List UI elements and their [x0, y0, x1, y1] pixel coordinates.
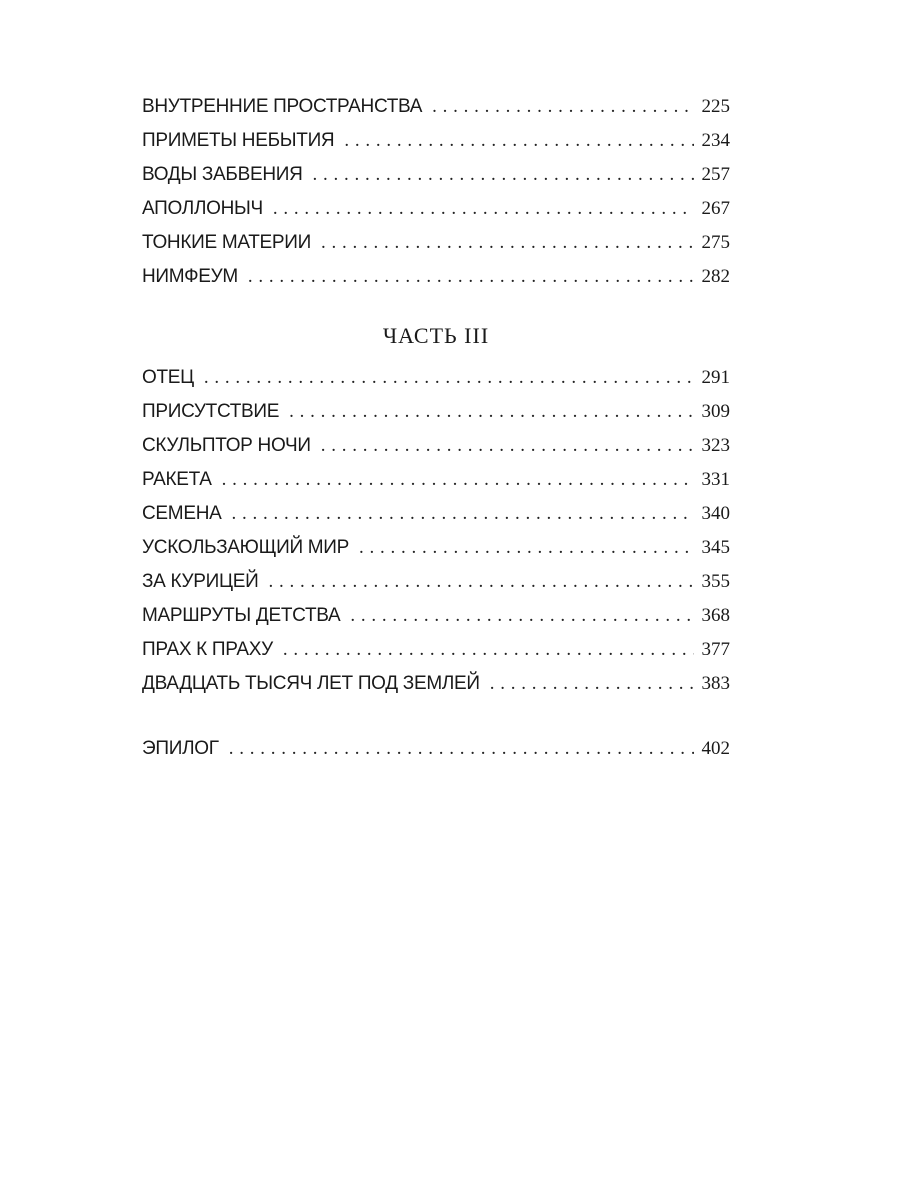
toc-entry-title: ПРИМЕТЫ НЕБЫТИЯ	[142, 130, 335, 151]
toc-entry-page: 275	[701, 232, 730, 253]
toc-entry	[142, 429, 730, 463]
toc-entry	[142, 260, 730, 294]
toc-entry-page: 323	[701, 435, 730, 456]
dot-leader	[490, 667, 694, 701]
dot-leader	[321, 226, 693, 260]
toc-entry-title: ОТЕЦ	[142, 367, 194, 388]
toc-entry-title: ЗА КУРИЦЕЙ	[142, 571, 259, 592]
toc-entry	[142, 497, 730, 531]
toc-entry-page: 331	[701, 469, 730, 490]
toc-entry-page: 267	[701, 198, 730, 219]
part-heading: ЧАСТЬ III	[382, 323, 490, 348]
dot-leader	[204, 361, 694, 395]
toc-entry	[142, 667, 730, 701]
toc-entry	[142, 565, 730, 599]
toc-entry-title: ТОНКИЕ МАТЕРИИ	[142, 232, 312, 253]
dot-leader	[321, 429, 694, 463]
toc-entry-title: РАКЕТА	[142, 469, 212, 490]
toc-entry	[142, 226, 730, 260]
toc-entry-page: 257	[701, 164, 730, 185]
dot-leader	[359, 531, 693, 565]
toc-entry-title: ЭПИЛОГ	[142, 738, 219, 759]
toc-entry	[142, 633, 730, 667]
dot-leader	[289, 395, 693, 429]
toc-entry-page: 402	[701, 738, 730, 759]
toc-entry-page: 345	[701, 537, 730, 558]
toc-entry-page: 377	[701, 639, 730, 660]
toc-entry-page: 355	[701, 571, 730, 592]
toc-entry-page: 282	[701, 266, 730, 287]
dot-leader	[269, 565, 694, 599]
toc-entry-title: ВОДЫ ЗАБВЕНИЯ	[142, 164, 303, 185]
toc-entry-title: УСКОЛЬЗАЮЩИЙ МИР	[142, 537, 350, 558]
dot-leader	[432, 90, 693, 124]
dot-leader	[313, 158, 694, 192]
toc-entry-page: 383	[701, 673, 730, 694]
toc-entry-title: МАРШРУТЫ ДЕТСТВА	[142, 605, 341, 626]
toc-entry	[142, 463, 730, 497]
toc-entry-title: НИМФЕУМ	[142, 266, 238, 287]
toc-entry-title: ПРИСУТСТВИЕ	[142, 401, 280, 422]
toc-entry-title: СЕМЕНА	[142, 503, 222, 524]
toc-list-part3	[142, 361, 730, 701]
toc-entry-title: ДВАДЦАТЬ ТЫСЯЧ ЛЕТ ПОД ЗЕМЛЕЙ	[142, 673, 480, 694]
toc-entry-title: АПОЛЛОНЫЧ	[142, 198, 263, 219]
toc-entry-title: ПРАХ К ПРАХУ	[142, 639, 273, 660]
toc-entry-page: 340	[701, 503, 730, 524]
toc-entry	[142, 361, 730, 395]
toc-entry	[142, 158, 730, 192]
toc-entry-page: 291	[701, 367, 730, 388]
dot-leader	[248, 260, 694, 294]
toc-entry	[142, 124, 730, 158]
dot-leader	[273, 192, 694, 226]
toc-entry	[142, 599, 730, 633]
toc-entry-page: 368	[701, 605, 730, 626]
dot-leader	[283, 633, 694, 667]
toc-list-part2-tail	[142, 90, 730, 294]
toc-entry-page: 309	[701, 401, 730, 422]
toc-entry-title: ВНУТРЕННИЕ ПРОСТРАНСТВА	[142, 96, 423, 117]
toc-entry-page: 234	[701, 130, 730, 151]
dot-leader	[350, 599, 693, 633]
toc-entry-epilogue	[142, 732, 730, 766]
dot-leader	[229, 732, 694, 766]
dot-leader	[222, 463, 694, 497]
toc-entry	[142, 90, 730, 124]
toc-entry	[142, 192, 730, 226]
toc-entry-page: 225	[701, 96, 730, 117]
toc-entry	[142, 395, 730, 429]
toc-entry	[142, 531, 730, 565]
toc-entry-title: СКУЛЬПТОР НОЧИ	[142, 435, 311, 456]
dot-leader	[232, 497, 694, 531]
toc-list-epilogue	[142, 732, 730, 766]
dot-leader	[344, 124, 693, 158]
